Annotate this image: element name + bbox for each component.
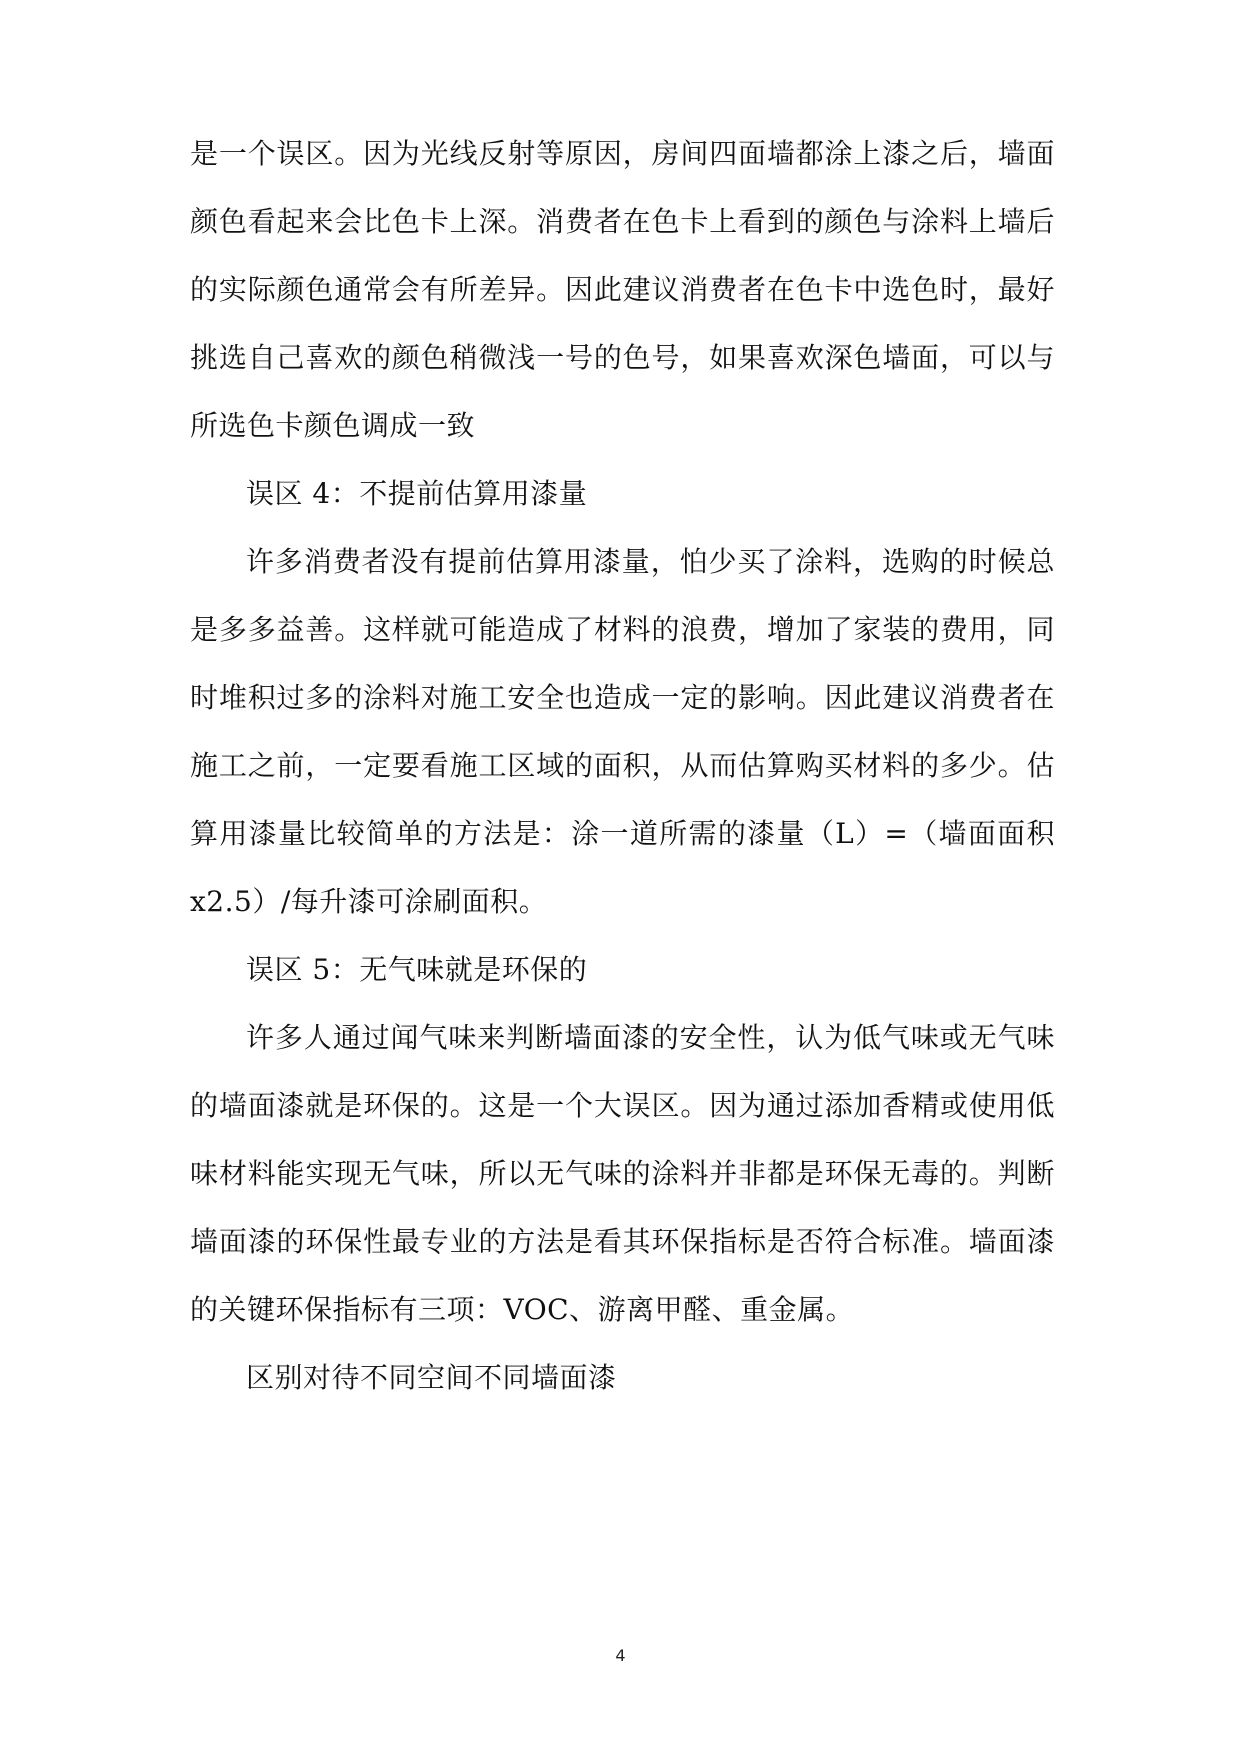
- body-line-16: 味材料能实现无气味，所以无气味的涂料并非都是环保无毒的。判断: [190, 1157, 1055, 1190]
- section-heading-myth-4: 误区 4：不提前估算用漆量: [246, 477, 588, 510]
- body-line-5: 所选色卡颜色调成一致: [190, 409, 476, 442]
- body-line-8: 是多多益善。这样就可能造成了材料的浪费，增加了家装的费用，同: [190, 613, 1055, 646]
- body-line-3: 的实际颜色通常会有所差异。因此建议消费者在色卡中选色时，最好: [190, 273, 1055, 306]
- body-line-14: 许多人通过闻气味来判断墙面漆的安全性，认为低气味或无气味: [246, 1021, 1055, 1054]
- body-line-18: 的关键环保指标有三项：VOC、游离甲醛、重金属。: [190, 1293, 855, 1326]
- page-number: 4: [615, 1646, 626, 1665]
- body-line-10: 施工之前，一定要看施工区域的面积，从而估算购买材料的多少。估: [190, 749, 1055, 782]
- body-line-17: 墙面漆的环保性最专业的方法是看其环保指标是否符合标准。墙面漆: [190, 1225, 1055, 1258]
- body-line-1: 是一个误区。因为光线反射等原因，房间四面墙都涂上漆之后，墙面: [190, 137, 1055, 170]
- section-heading-spaces: 区别对待不同空间不同墙面漆: [246, 1361, 617, 1394]
- body-line-4: 挑选自己喜欢的颜色稍微浅一号的色号，如果喜欢深色墙面，可以与: [190, 341, 1055, 374]
- body-line-12: x2.5）/每升漆可涂刷面积。: [190, 885, 548, 918]
- body-line-2: 颜色看起来会比色卡上深。消费者在色卡上看到的颜色与涂料上墙后: [190, 205, 1055, 238]
- body-line-7: 许多消费者没有提前估算用漆量，怕少买了涂料，选购的时候总: [246, 545, 1055, 578]
- section-heading-myth-5: 误区 5：无气味就是环保的: [246, 953, 588, 986]
- body-line-11: 算用漆量比较简单的方法是：涂一道所需的漆量（L）=（墙面面积: [190, 817, 1055, 850]
- body-line-15: 的墙面漆就是环保的。这是一个大误区。因为通过添加香精或使用低: [190, 1089, 1055, 1122]
- body-line-9: 时堆积过多的涂料对施工安全也造成一定的影响。因此建议消费者在: [190, 681, 1055, 714]
